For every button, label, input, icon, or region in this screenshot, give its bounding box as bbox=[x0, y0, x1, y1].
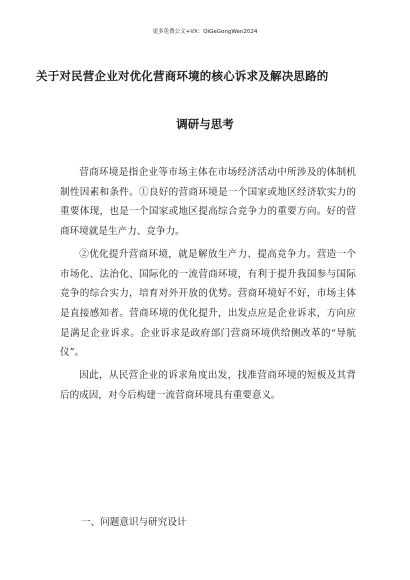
body-text bbox=[60, 163, 356, 408]
paragraph-2: ②优化提升营商环境，就是解放生产力、提高竞争力。营造一个市场化、法治化、国际化的一流营商环境，有利于提升我国参与国际竞争的综合实力，培育对外开放的优势。营商环境好不好，市场主体是直接感知者。营商环境的优化提升，出发点应是企业诉求，方向应是满足企业诉求。企业诉求是政府部门营商环境供给侧改革的“导航仪”。 bbox=[60, 248, 356, 359]
document-title-line-1: 关于对民营企业对优化营商环境的核心诉求及解决思路的 bbox=[36, 69, 329, 83]
paragraph-3: 因此，从民营企业的诉求角度出发，找准营商环境的短板及其背后的成因，对今后构建一流营商环境具有重要意义。 bbox=[60, 370, 356, 401]
paragraph-1: 营商环境是指企业等市场主体在市场经济活动中所涉及的体制机制性因素和条件。①良好的营商环境是一个国家或地区经济软实力的重要体现，也是一个国家或地区提高综合竞争力的重要方向。好的营商环境就是生产力、竞争力。 bbox=[60, 167, 356, 238]
header-note: 更多免费公文+VX：QiGeGongWen2024 bbox=[152, 29, 258, 35]
section-heading: 一、问题意识与研究设计 bbox=[81, 517, 187, 528]
document-title-line-2: 调研与思考 bbox=[176, 117, 234, 131]
